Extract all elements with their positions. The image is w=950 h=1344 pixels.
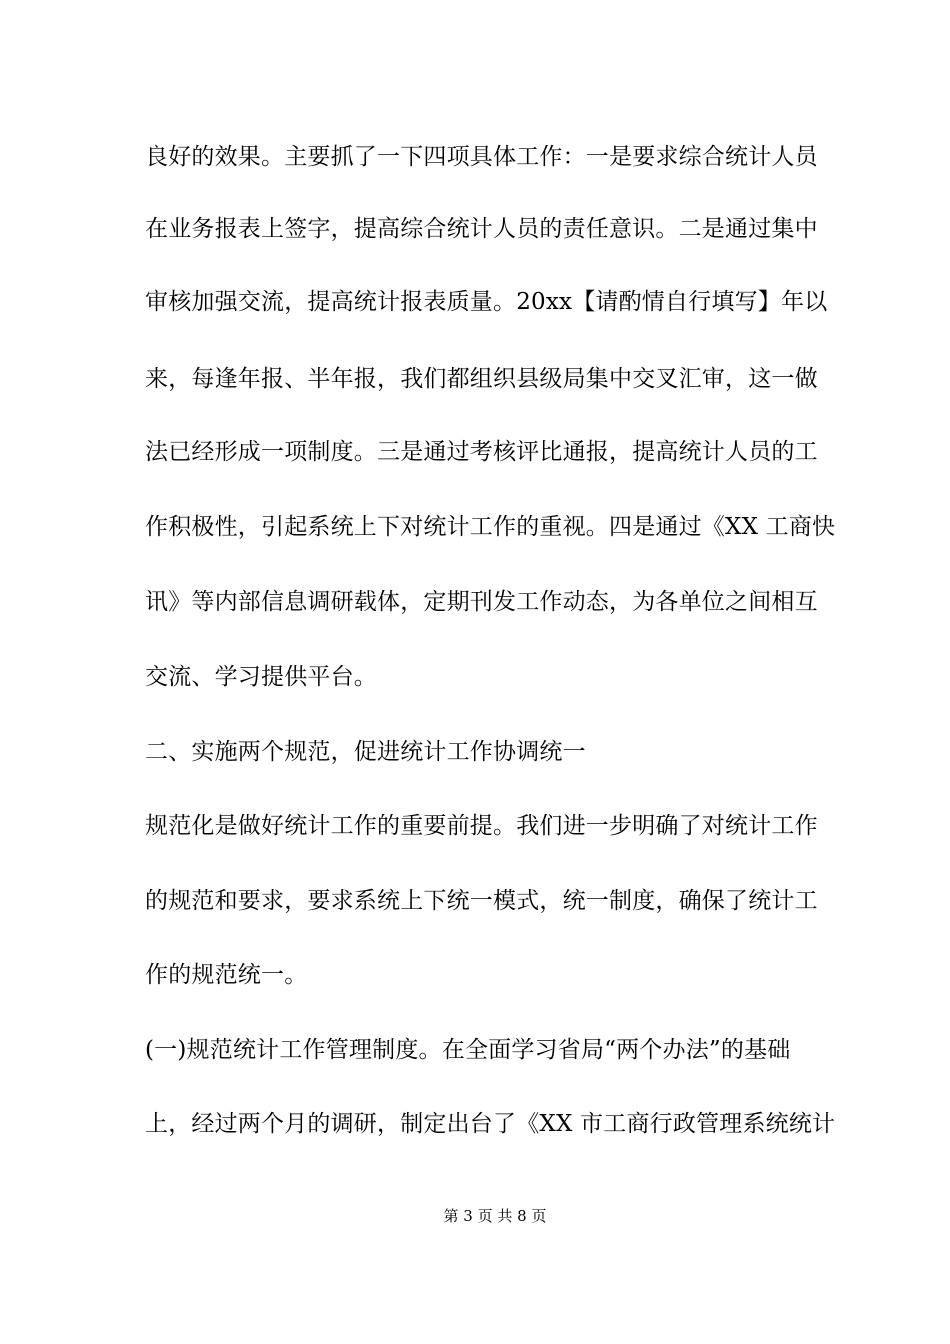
- text-line-11: 的规范和要求，要求系统上下统一模式，统一制度，确保了统计工: [145, 888, 818, 914]
- text-line-10: 规范化是做好统计工作的重要前提。我们进一步明确了对统计工作: [145, 813, 818, 839]
- text-line-6: 作积极性，引起系统上下对统计工作的重视。四是通过《XX 工商快: [145, 514, 836, 540]
- page-number-footer: 第 3 页 共 8 页: [443, 1207, 547, 1225]
- text-line-8: 交流、学习提供平台。: [145, 664, 377, 690]
- text-line-5: 法已经形成一项制度。三是通过考核评比通报，提高统计人员的工: [145, 439, 818, 465]
- text-line-13: (一)规范统计工作管理制度。在全面学习省局“两个办法”的基础: [145, 1037, 791, 1063]
- text-line-2: 在业务报表上签字，提高综合统计人员的责任意识。二是通过集中: [145, 216, 818, 242]
- section-heading: 二、实施两个规范，促进统计工作协调统一: [145, 739, 586, 765]
- text-line-12: 作的规范统一。: [145, 962, 308, 988]
- text-line-4: 来，每逢年报、半年报，我们都组织县级局集中交叉汇审，这一做: [145, 366, 818, 392]
- text-line-3: 审核加强交流，提高统计报表质量。20xx【请酌情自行填写】年以: [145, 289, 828, 315]
- text-line-7: 讯》等内部信息调研载体，定期刊发工作动态，为各单位之间相互: [145, 589, 818, 615]
- text-line-1: 良好的效果。主要抓了一下四项具体工作：一是要求综合统计人员: [145, 144, 818, 170]
- text-line-14: 上，经过两个月的调研，制定出台了《XX 市工商行政管理系统统计: [145, 1111, 836, 1137]
